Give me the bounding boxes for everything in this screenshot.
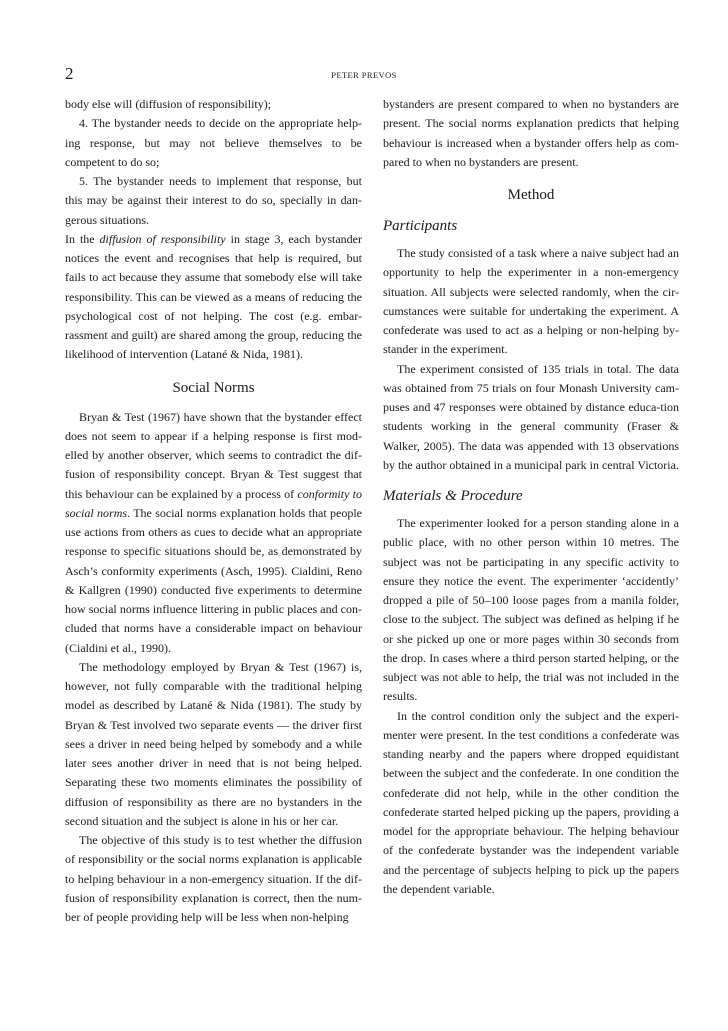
right-paragraph-3: The experiment consisted of 135 trials in total. The data was obtained from 75 trials on four Monash University cam-puses and 47 responses were obtained by distance educa-tion students working in the general community (Fraser & Walker, 2005). The data was appended with 13 observations by the author obtained in a municipal park in central Victoria.: [383, 361, 679, 472]
right-paragraph-4: The experimenter looked for a person standing alone in a public place, with no other person within 10 metres. The subject was not be participating in any specific activity to ensure they notice the event. The experimenter ‘accidently’ dropped a pile of 50–100 loose pages from a manila folder, close to the subject. The subject was defined as helping if he or she picked up one or more pages within 30 seconds from the drop. In cases where a third person started helping, or the subject was not able to help, the trial was not included in the results.: [383, 516, 679, 704]
section-heading-method: Method: [507, 187, 555, 203]
left-paragraph-2: 4. The bystander needs to decide on the appropriate help-ing response, but may not believe themselves to be competent to do so;: [65, 116, 362, 169]
left-paragraph-1: body else will (diffusion of responsibility);: [65, 97, 272, 111]
text-run: . The social norms explanation holds that people use actions from others as cues to decide what an appropriate response to specific situations should be, as demonstrated by Asch’s conformity experiments (Asch, 1995). Cialdini, Reno & Kallgren (1990) conducted five experiments to determine how social norms influence littering in public places and con-cluded that norms have a considerable impact on behaviour (Cialdini et al., 1990).: [65, 505, 362, 655]
right-paragraph-5: In the control condition only the subject and the experi-menter were present. In the test conditions a confederate was standing nearby and the papers where dropped equidistant between the subject and the confederate. In one condition the confederate did not help, while in the other condition the confederate started helped picking up the papers, providing a model for the appropriate behaviour. The helping behaviour of the confederate bystander was the independent variable and the percentage of subjects helping to pick up the papers the dependent variable.: [383, 708, 679, 896]
left-paragraph-4: [65, 230, 362, 365]
left-paragraph-7: The objective of this study is to test whether the diffusion of responsibility or the social norms explanation is applicable to helping behaviour in a non-emergency situation. If the dif-fusion of responsibility explanation is correct, then the num-ber of people providing help will be less when non-helping: [65, 833, 362, 924]
emphasis-conformity: conformity to social norms: [65, 486, 362, 520]
emphasis-diffusion: diffusion of responsibility: [99, 231, 226, 246]
right-paragraph-2: The study consisted of a task where a naive subject had an opportunity to help the experimenter in a non-emergency situation. All subjects were selected randomly, when the cir-cumstances were suitable for undertaking the experiment. A confederate was used to act as a helping or non-helping by-stander in the experiment.: [383, 246, 679, 357]
left-paragraph-5: [65, 408, 362, 658]
right-column: [383, 95, 679, 899]
section-heading-social-norms: Social Norms: [172, 379, 255, 396]
page-number: 2: [65, 64, 74, 83]
left-paragraph-6: The methodology employed by Bryan & Test (1967) is, however, not fully comparable with the traditional helping model as described by Latané & Nida (1981). The study by Bryan & Test involved two separate events — the driver first sees a driver in need being helped by somebody and a while later sees another driver in need that is not being helped. Separating these two moments eliminates the possibility of diffusion of responsibility as there are no bystanders in the second situation and the subject is alone in his or her car.: [65, 659, 362, 828]
subsection-heading-materials: Materials & Procedure: [383, 488, 523, 504]
text-run: Bryan & Test (1967) have shown that the bystander effect does not seem to appear if a helping response is first mod-elled by another observer, which seems to contradict the dif-fusion of responsibility concept. Bryan & Test suggest that this behaviour can be explained by a process of: [65, 409, 362, 501]
left-paragraph-3: 5. The bystander needs to implement that response, but this may be against their interest to do so, specially in dan-gerous situations.: [65, 174, 362, 227]
text-run: in stage 3, each bystander notices the event and recognises that help is required, but fails to act because they assume that somebody else will take responsibility. This can be viewed as a means of reducing the psychological cost of not helping. The cost (e.g. embar-rassment and guilt) are shared among the group, reducing the likelihood of intervention (Latané & Nida, 1981).: [65, 231, 363, 362]
subsection-heading-participants: Participants: [383, 218, 458, 234]
right-paragraph-1: bystanders are present compared to when no bystanders are present. The social norms explanation predicts that helping behaviour is increased when a bystander offers help as com-pared to when no bystanders are present.: [383, 97, 679, 169]
text-run: In the: [65, 231, 100, 246]
running-head: PETER PREVOS: [331, 70, 397, 80]
left-column: [65, 95, 362, 927]
